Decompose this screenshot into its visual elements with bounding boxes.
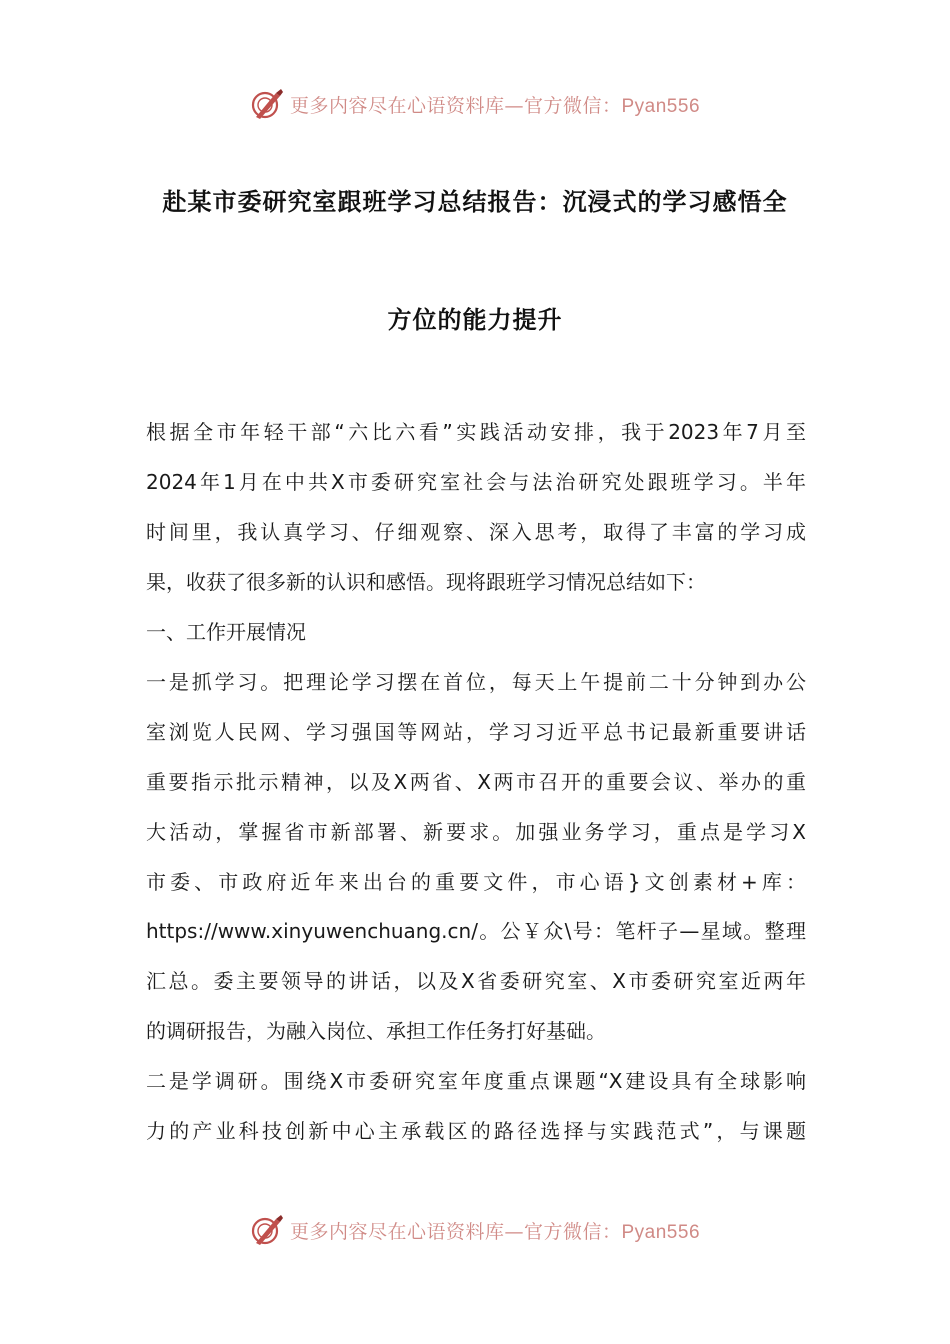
watermark-wechat-id: Pyan556 bbox=[621, 95, 701, 117]
body-line: 重要指示批示精神，以及X两省、X两市召开的重要会议、举办的重 bbox=[146, 770, 806, 794]
watermark-text: 更多内容尽在心语资料库—官方微信：Pyan556 bbox=[289, 1220, 701, 1243]
document-title-line-1: 赴某市委研究室跟班学习总结报告：沉浸式的学习感悟全 bbox=[162, 188, 788, 216]
document-title-line-2: 方位的能力提升 bbox=[387, 306, 563, 334]
body-line: 时间里，我认真学习、仔细观察、深入思考，取得了丰富的学习成 bbox=[146, 520, 806, 544]
watermark-text: 更多内容尽在心语资料库—官方微信：Pyan556 bbox=[289, 94, 701, 117]
body-line: 市委、市政府近年来出台的重要文件，市心语}文创素材+库： bbox=[146, 870, 806, 894]
body-line: 室浏览人民网、学习强国等网站，学习习近平总书记最新重要讲话 bbox=[146, 720, 806, 744]
body-line: 大活动，掌握省市新部署、新要求。加强业务学习，重点是学习X bbox=[146, 820, 806, 844]
section-heading: 一、工作开展情况 bbox=[146, 620, 306, 644]
body-line: 根据全市年轻干部“六比六看”实践活动安排，我于2023年7月至 bbox=[146, 420, 806, 444]
body-line: 的调研报告，为融入岗位、承担工作任务打好基础。 bbox=[146, 1019, 606, 1043]
body-line: 果，收获了很多新的认识和感悟。现将跟班学习情况总结如下： bbox=[146, 570, 706, 594]
body-line-url: https://www.xinyuwenchuang.cn/。公￥众\号：笔杆子—星域。整理 bbox=[146, 919, 806, 943]
body-line: 汇总。委主要领导的讲话，以及X省委研究室、X市委研究室近两年 bbox=[146, 969, 806, 993]
watermark-footer bbox=[0, 1210, 950, 1250]
body-line: 力的产业科技创新中心主承载区的路径选择与实践范式”，与课题 bbox=[146, 1119, 806, 1143]
watermark-header bbox=[0, 84, 950, 124]
body-line: 二是学调研。围绕X市委研究室年度重点课题“X建设具有全球影响 bbox=[146, 1069, 806, 1093]
body-line: 一是抓学习。把理论学习摆在首位，每天上午提前二十分钟到办公 bbox=[146, 670, 806, 694]
body-line: 2024年1月在中共X市委研究室社会与法治研究处跟班学习。半年 bbox=[146, 470, 806, 494]
pen-logo-icon bbox=[250, 87, 284, 121]
watermark-wechat-id: Pyan556 bbox=[621, 1221, 701, 1243]
pen-logo-icon bbox=[250, 1213, 284, 1247]
